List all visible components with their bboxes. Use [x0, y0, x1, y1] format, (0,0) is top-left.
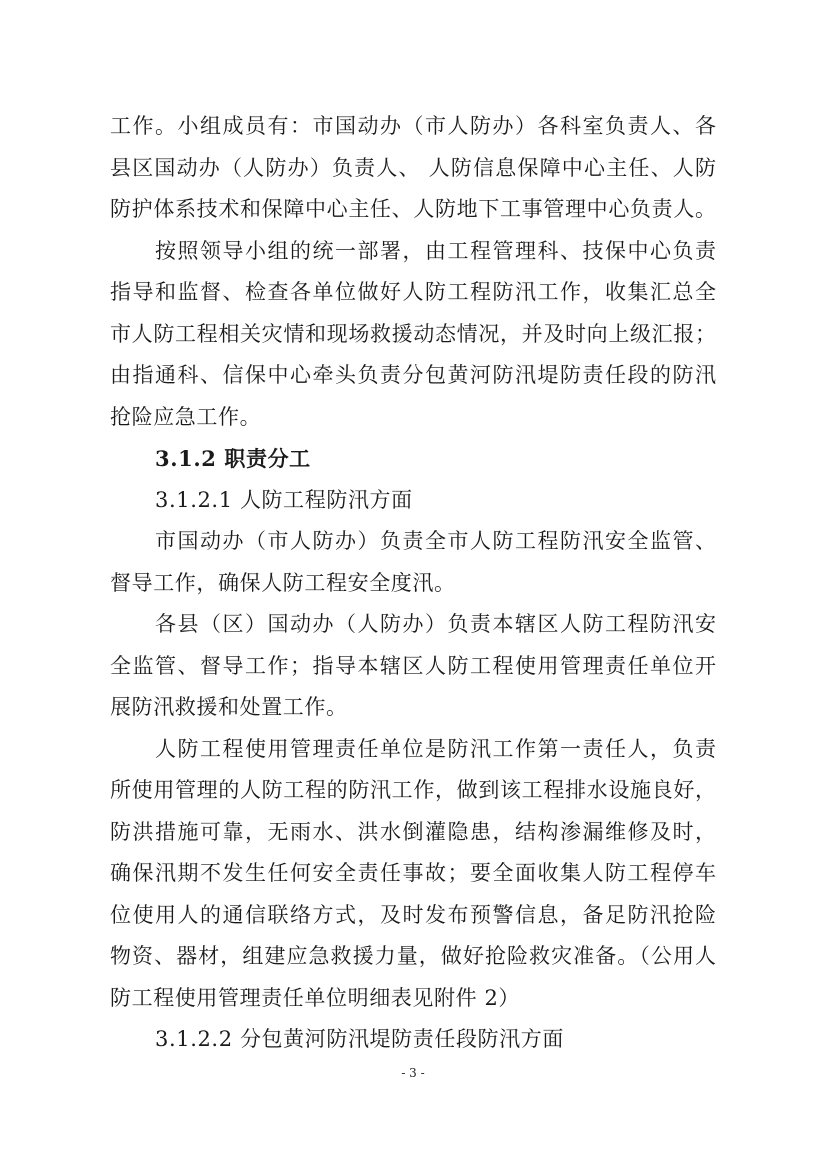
- paragraph-responsible-units: [110, 729, 716, 1020]
- section-heading-3-1-2-2: [110, 1019, 716, 1061]
- page-number: - 3 -: [401, 1066, 425, 1080]
- body-line: 市国动办（市人防办）负责全市人防工程防汛安全监管、: [155, 529, 716, 553]
- section-heading: 3.1.2 职责分工: [155, 446, 311, 471]
- body-line: 物资、器材，组建应急救援力量，做好抢险救灾准备。（公用人: [110, 944, 716, 968]
- paragraph-county-office: [110, 604, 716, 729]
- body-line: 人防工程使用管理责任单位是防汛工作第一责任人，负责: [155, 736, 716, 761]
- body-line: 防洪措施可靠，无雨水、洪水倒灌隐患，结构渗漏维修及时，: [110, 819, 716, 844]
- section-heading: 3.1.2.2 分包黄河防汛堤防责任段防汛方面: [155, 1027, 564, 1051]
- body-line: 抢险应急工作。: [110, 404, 262, 429]
- body-line: 防工程使用管理责任单位明细表见附件 2）: [110, 985, 521, 1010]
- section-heading-3-1-2: [110, 438, 716, 480]
- body-line: 市人防工程相关灾情和现场救援动态情况，并及时向上级汇报；: [110, 321, 716, 346]
- body-line: 位使用人的通信联络方式，及时发布预警信息，备足防汛抢险: [110, 902, 716, 927]
- document-body: [110, 106, 716, 1061]
- body-line: 督导工作，确保人防工程安全度汛。: [110, 570, 456, 595]
- body-line: 所使用管理的人防工程的防汛工作，做到该工程排水设施良好，: [110, 778, 716, 802]
- paragraph-group-members: [110, 106, 716, 231]
- body-line: 由指通科、信保中心牵头负责分包黄河防汛堤防责任段的防汛: [110, 363, 716, 387]
- body-line: 展防汛救援和处置工作。: [110, 695, 348, 719]
- paragraph-city-office: [110, 521, 716, 604]
- body-line: 防护体系技术和保障中心主任、人防地下工事管理中心负责人。: [110, 197, 716, 221]
- body-line: 确保汛期不发生任何安全责任事故；要全面收集人防工程停车: [110, 861, 716, 885]
- section-heading-3-1-2-1: [110, 480, 716, 522]
- body-line: 工作。小组成员有：市国动办（市人防办）各科室负责人、各: [110, 114, 716, 138]
- body-line: 指导和监督、检查各单位做好人防工程防汛工作，收集汇总全: [110, 280, 716, 304]
- body-line: 县区国动办（人防办）负责人、 人防信息保障中心主任、人防: [110, 155, 716, 180]
- body-line: 各县（区）国动办（人防办）负责本辖区人防工程防汛安: [155, 612, 716, 636]
- body-line: 按照领导小组的统一部署，由工程管理科、技保中心负责: [155, 238, 716, 263]
- paragraph-deployment: [110, 231, 716, 439]
- section-heading: 3.1.2.1 人防工程防汛方面: [155, 487, 413, 512]
- body-line: 全监管、督导工作；指导本辖区人防工程使用管理责任单位开: [110, 653, 716, 678]
